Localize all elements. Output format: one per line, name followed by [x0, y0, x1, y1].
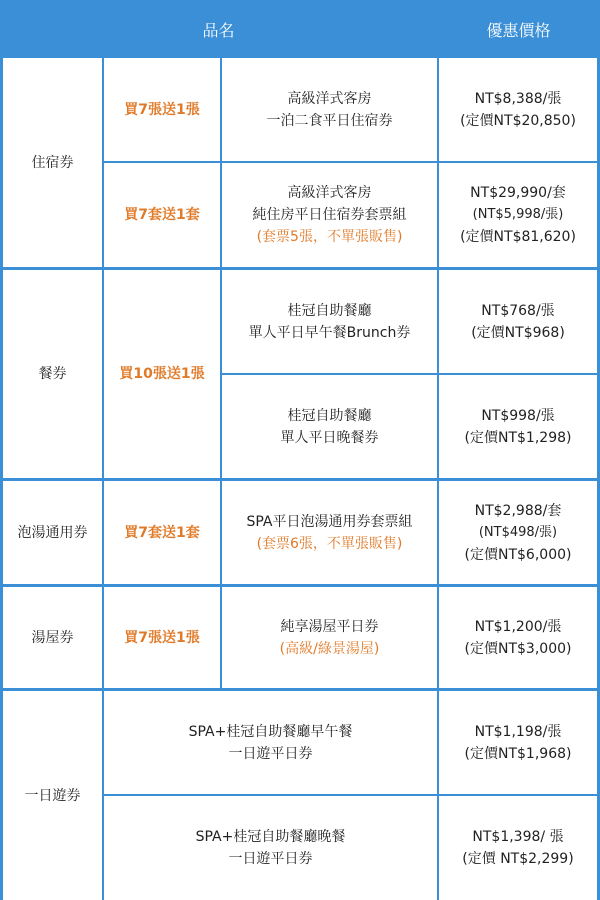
price-cell: NT$1,198/張 (定價NT$1,968)	[464, 723, 572, 762]
item-name: SPA+桂冠自助餐廳晚餐 一日遊平日券	[195, 829, 346, 867]
item-name: 高級洋式客房 一泊二食平日住宿券	[266, 90, 393, 129]
item-note: (套票5張，不單張販售)	[256, 229, 403, 245]
price-cell: NT$1,200/張 (定價NT$3,000)	[464, 618, 572, 657]
category-spa: 泡湯通用券	[17, 524, 88, 541]
price-cell: NT$8,388/張 (定價NT$20,850)	[460, 90, 576, 129]
promo-label: 買7套送1套	[124, 207, 200, 223]
item-name: 純享湯屋平日券 (高級/綠景湯屋)	[222, 587, 437, 688]
price-cell: NT$998/張 (定價NT$1,298)	[464, 407, 572, 446]
price-cell: NT$29,990/套 (NT$5,998/張) (定價NT$81,620)	[460, 185, 576, 245]
promo-label: 買7張送1張	[124, 629, 200, 646]
item-name: 高級洋式客房 純住房平日住宿券套票組 (套票5張，不單張販售)	[222, 163, 437, 267]
price-table	[0, 58, 600, 900]
item-name: SPA平日泡湯通用券套票組 (套票6張，不單張販售)	[222, 481, 437, 584]
category-private-bath: 湯屋券	[31, 629, 74, 646]
item-name: 桂冠自助餐廳 單人平日晚餐券	[280, 407, 379, 446]
price-cell: NT$2,988/套 (NT$498/張) (定價NT$6,000)	[464, 502, 572, 563]
promo-label: 買7張送1張	[124, 101, 200, 118]
item-name: SPA+桂冠自助餐廳早午餐 一日遊平日券	[188, 723, 353, 762]
price-cell: NT$1,398/ 張 (定價 NT$2,299)	[462, 829, 574, 867]
header-name: 品名	[202, 21, 235, 40]
item-note: (套票6張，不單張販售)	[256, 535, 403, 552]
item-note: (高級/綠景湯屋)	[279, 640, 380, 657]
category-meal: 餐券	[38, 366, 67, 382]
category-lodging: 住宿券	[31, 154, 74, 171]
category-day-trip: 一日遊券	[24, 787, 81, 804]
item-name: 桂冠自助餐廳 單人平日早午餐Brunch券	[248, 302, 411, 341]
price-cell: NT$768/張 (定價NT$968)	[471, 302, 565, 341]
promo-label: 買10張送1張	[119, 366, 205, 382]
table-header	[0, 0, 600, 58]
header-price: 優惠價格	[486, 21, 551, 40]
promo-label: 買7套送1套	[124, 524, 200, 541]
